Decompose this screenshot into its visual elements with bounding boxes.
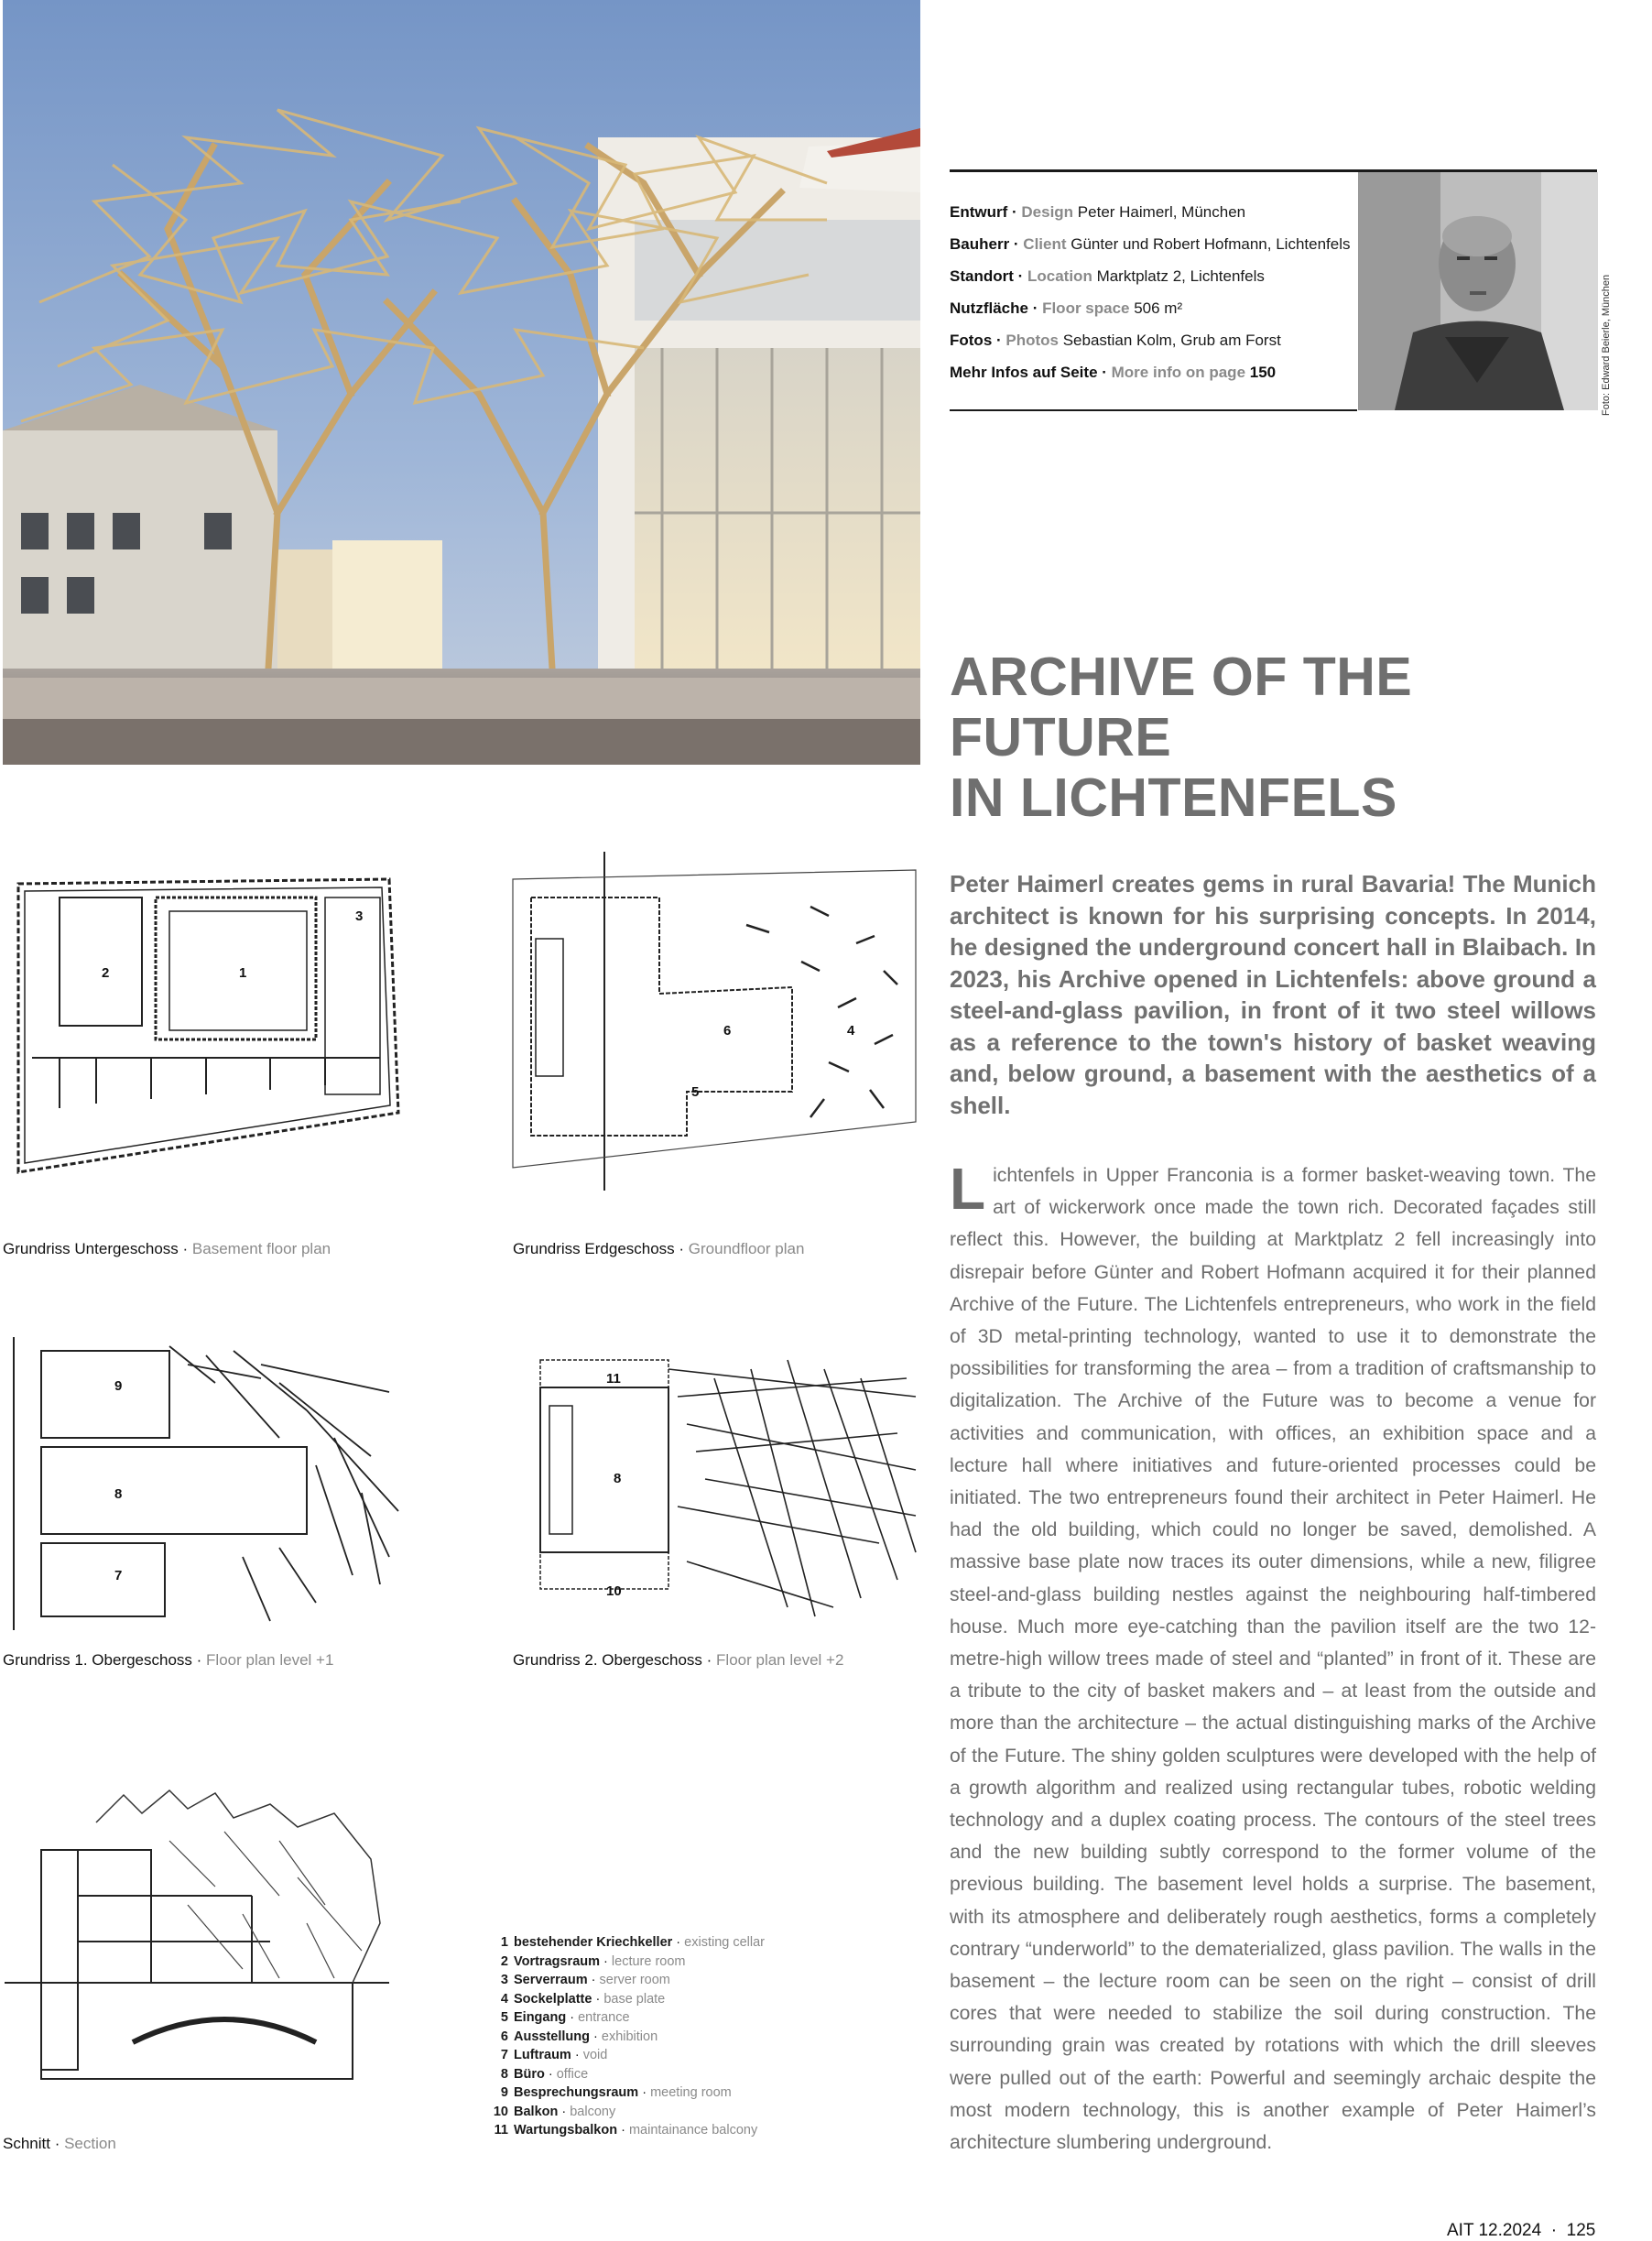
level1-floor-plan <box>5 1328 412 1644</box>
basement-floor-plan <box>5 865 408 1181</box>
legend-item: 1 bestehender Kriechkeller · existing cellar <box>500 1935 766 1950</box>
info-row-photos: Fotos · Photos Sebastian Kolm, Grub am Forst <box>950 332 1281 349</box>
legend-item: 5 Eingang · entrance <box>500 2010 630 2025</box>
legend-item: 3 Serverraum · server room <box>500 1973 670 1987</box>
title-line-2: IN LICHTENFELS <box>950 767 1397 828</box>
lead-paragraph: Peter Haimerl creates gems in rural Bavaria! The Munich architect is known for his surprising concepts. In 2014, he designed the underground concert hall in Blaibach. In 2023, his Archive opened in Lichtenfels: above ground a steel-and-glass pavilion, in front of it two steel willows as a reference to the town's history of basket weaving and, below ground, a basement with the aesthetics of a shell. <box>950 870 1596 1119</box>
hero-photo <box>3 0 920 765</box>
architect-portrait <box>1358 172 1598 410</box>
info-row-more-info: Mehr Infos auf Seite · More info on page 150 <box>950 364 1277 381</box>
legend-item: 11 Wartungsbalkon · maintainance balcony <box>494 2123 758 2138</box>
level2-floor-plan <box>513 1342 920 1626</box>
title-line-1: ARCHIVE OF THE FUTURE <box>950 647 1413 767</box>
project-info <box>950 196 1353 388</box>
info-row-location: Standort · Location Marktplatz 2, Lichtenfels <box>950 267 1265 285</box>
article-title <box>950 647 1618 828</box>
info-row-floor-space: Nutzfläche · Floor space 506 m² <box>950 299 1183 317</box>
plan-label: 10 <box>606 1583 622 1599</box>
page-number: 125 <box>1566 2221 1596 2240</box>
body-paragraph: ichtenfels in Upper Franconia is a former basket-weaving town. The art of wickerwork once made the town rich. Decorated façades still reflect this. However, the building at Marktplatz 2 fell increasingly into disrepair before Günter and Robert Hofmann acquired it for their planned Archive of the Future. The Lichtenfels entrepreneurs, who work in the field of 3D metal-printing technology, wanted to use it to demonstrate the possibilities for transforming the area – from a tradition of craftsmanship to digitalization. The Archive of the Future was to become a venue for activities and communication, with offices, an exhibition space and a lecture hall where initiatives and future-oriented processes could be initiated. The two entrepreneurs found their architect in Peter Haimerl. He had the old building, which could no longer be saved, demolished. A massive base plate now traces its outer dimensions, while a new, filigree steel-and-glass building nestles against the neighbouring half-timbered house. Much more eye-catching than the pavilion itself are the two 12-metre-high willow trees made of steel and “planted” in front of it. These are a tribute to the city of basket makers and – at least from the outside and more than the architecture – the actual distinguishing marks of the Archive of the Future. The shiny golden sculptures were developed with the help of a growth algorithm and realized using rectangular tubes, robotic welding technology and a duplex coating process. The contours of the steel trees and the new building subtly correspond to the former volume of the previous building. The basement level holds a surprise. The basement, with its atmosphere and deliberately rough aesthetics, forms a completely contrary “underworld” to the dematerialized, glass pavilion. The walls in the basement – the lecture room can be seen on the right – consist of drill cores that were needed to stabilize the soil during construction. The surrounding grain was created by rotations with which the drill sleeves were pulled out of the earth: Powerful and seemingly archaic despite the most modern technology, this is another example of Peter Haimerl’s architecture slumbering underground. <box>950 1165 1596 2154</box>
issue-label: AIT 12.2024 <box>1447 2221 1542 2240</box>
plan-label: 9 <box>114 1378 123 1394</box>
ground-floor-plan <box>508 852 920 1191</box>
drop-cap: L <box>950 1156 986 1222</box>
plan-label: 5 <box>691 1084 700 1100</box>
legend-item: 10 Balkon · balcony <box>493 2104 616 2119</box>
legend-item: 8 Büro · office <box>500 2066 589 2082</box>
page-footer: AIT 12.2024 · 125 <box>1447 2221 1596 2240</box>
caption-basement: Grundriss Untergeschoss · Basement floor plan <box>3 1240 331 1257</box>
plan-label: 8 <box>114 1486 123 1502</box>
plan-legend <box>490 1933 765 2140</box>
plan-label: 2 <box>102 965 110 981</box>
legend-item: 4 Sockelplatte · base plate <box>500 1991 666 2007</box>
legend-item: 7 Luftraum · void <box>500 2048 608 2062</box>
legend-item: 2 Vortragsraum · lecture room <box>500 1953 686 1969</box>
caption-ground: Grundriss Erdgeschoss · Groundfloor plan <box>513 1240 805 1257</box>
plan-label: 7 <box>114 1568 123 1583</box>
plan-label: 3 <box>355 908 364 924</box>
caption-level2: Grundriss 2. Obergeschoss · Floor plan level +2 <box>513 1651 844 1669</box>
legend-item: 9 Besprechungsraum · meeting room <box>500 2085 732 2100</box>
plan-label: 11 <box>606 1371 621 1387</box>
section-drawing <box>5 1786 389 2134</box>
info-row-client: Bauherr · Client Günter und Robert Hofmann, Lichtenfels <box>950 235 1351 253</box>
plan-label: 4 <box>847 1023 855 1039</box>
body-text <box>950 1156 1596 2159</box>
legend-item: 6 Ausstellung · exhibition <box>500 2029 658 2044</box>
caption-section: Schnitt · Section <box>3 2135 116 2152</box>
plan-label: 8 <box>614 1471 622 1486</box>
info-rule-bottom <box>950 409 1357 411</box>
plan-label: 6 <box>723 1023 732 1039</box>
info-row-design: Entwurf · Design Peter Haimerl, München <box>950 203 1246 221</box>
photo-credit: Foto: Edward Beierle, München <box>1601 274 1612 416</box>
plan-label: 1 <box>239 965 247 981</box>
caption-level1: Grundriss 1. Obergeschoss · Floor plan level +1 <box>3 1651 334 1669</box>
